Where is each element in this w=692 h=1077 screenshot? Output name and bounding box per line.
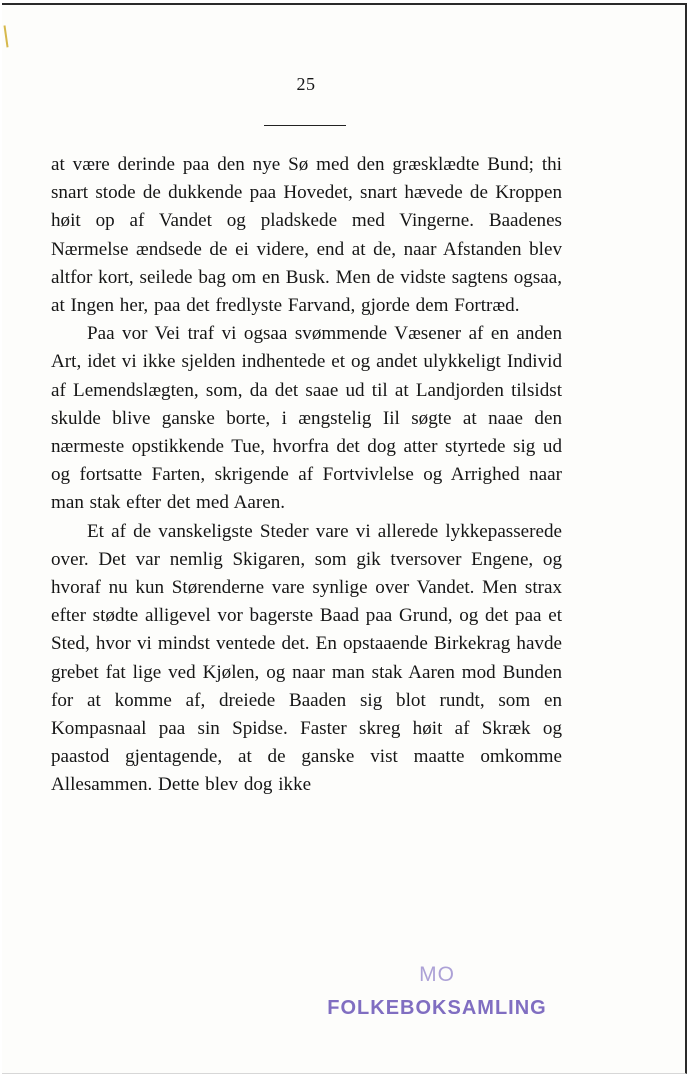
book-page: [2, 3, 687, 1074]
paragraph-1: at være derinde paa den nye Sø med den græsklædte Bund; thi snart stode de dukkende paa Hovedet, snart hævede de Kroppen høit op af Vandet og pladskede med Vingerne. Baadenes Nærmelse ændsede de ei videre, end at de, naar Afstanden blev altfor kort, seilede bag om en Busk. Men de vidste sagtens ogsaa, at Ingen her, paa det fredlyste Farvand, gjorde dem Fortræd.: [51, 154, 562, 317]
corner-mark: [4, 25, 15, 48]
page-number: 25: [296, 74, 316, 94]
paragraph-3: Et af de vanskeligste Steder vare vi allerede lykkepasserede over. Det var nemlig Skigaren, som gik tversover Engene, og hvoraf nu kun Størenderne vare synlige over Vandet. Men strax efter stødte alligevel vor bagerste Baad paa Grund, og det paa et Sted, hvor vi mindst ventede det. En opstaaende Birkekrag havde grebet fat lige ved Kjølen, og naar man stak Aaren mod Bunden for at komme af, dreiede Baaden sig blot rundt, som en Kompasnaal paa sin Spidse. Faster skreg høit af Skræk og paastod gjentagende, at de ganske vist maatte omkomme Allesammen. Dette blev dog ikke: [51, 520, 562, 796]
paragraph-2: Paa vor Vei traf vi ogsaa svømmende Væsener af en anden Art, idet vi ikke sjelden indhentede et og andet ulykkeligt Individ af Lemendslægten, som, da det saae ud til at Landjorden tilsidst skulde blive ganske borte, i ængstelig Iil søgte at naae den nærmeste opstikkende Tue, hvorfra det dog atter styrtede sig ud og fortsatte Farten, skrigende af Fortvivlelse og Arrighed naar man stak efter det med Aaren.: [51, 323, 562, 514]
header-rule: [264, 125, 346, 126]
library-stamp-top: MO: [419, 963, 455, 986]
body-text: [51, 151, 562, 800]
library-stamp: FOLKEBOKSAMLING: [327, 997, 547, 1019]
